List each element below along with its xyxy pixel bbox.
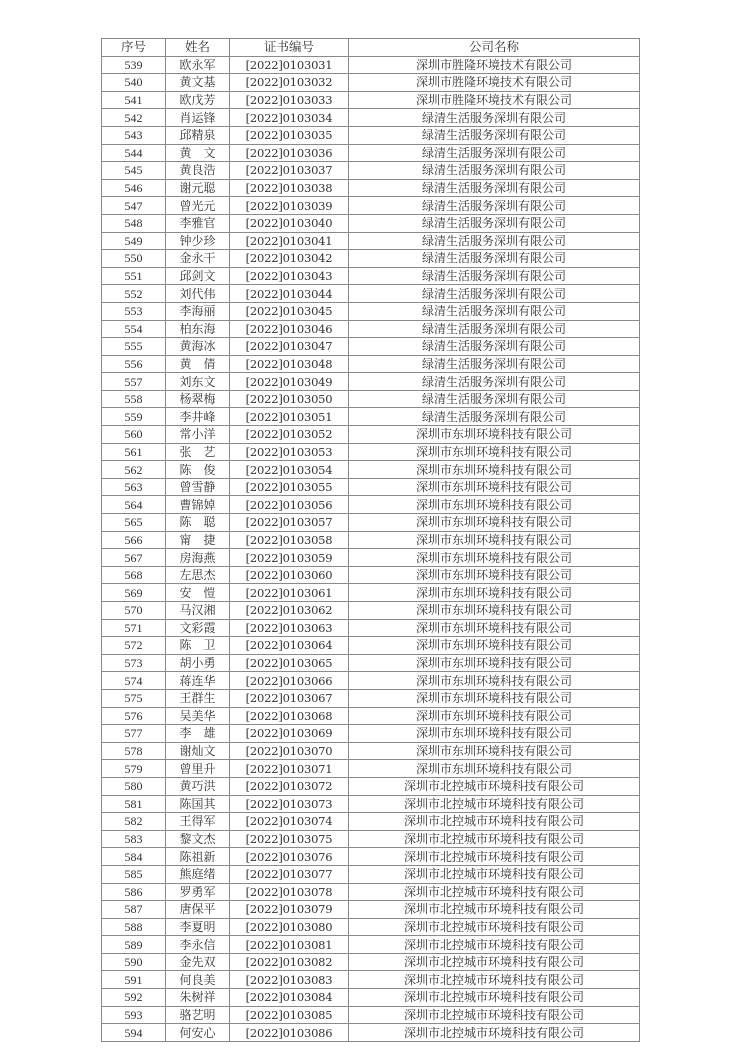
cell-certificate-number: [2022]0103050 [230,390,349,408]
cell-certificate-number: [2022]0103052 [230,426,349,444]
cell-serial-number: 542 [102,109,166,127]
cell-serial-number: 558 [102,390,166,408]
cell-serial-number: 570 [102,602,166,620]
cell-serial-number: 557 [102,373,166,391]
cell-name: 柏东海 [166,320,230,338]
cell-company-name: 绿清生活服务深圳有限公司 [349,162,640,180]
cell-name: 陈祖新 [166,848,230,866]
cell-certificate-number: [2022]0103039 [230,197,349,215]
cell-company-name: 绿清生活服务深圳有限公司 [349,232,640,250]
cell-company-name: 深圳市东圳环境科技有限公司 [349,654,640,672]
table-row [102,830,640,848]
cell-serial-number: 581 [102,795,166,813]
table-row [102,760,640,778]
cell-company-name: 深圳市东圳环境科技有限公司 [349,689,640,707]
cell-name: 熊庭绪 [166,865,230,883]
cell-certificate-number: [2022]0103075 [230,830,349,848]
cell-serial-number: 561 [102,443,166,461]
cell-name: 左思杰 [166,566,230,584]
cell-name: 吴美华 [166,707,230,725]
cell-certificate-number: [2022]0103048 [230,355,349,373]
cell-name: 文彩霞 [166,619,230,637]
cell-certificate-number: [2022]0103042 [230,250,349,268]
cell-serial-number: 545 [102,162,166,180]
table-row [102,901,640,919]
cell-certificate-number: [2022]0103051 [230,408,349,426]
cell-certificate-number: [2022]0103055 [230,478,349,496]
cell-name: 陈 聪 [166,514,230,532]
cell-serial-number: 571 [102,619,166,637]
cell-company-name: 绿清生活服务深圳有限公司 [349,355,640,373]
cell-company-name: 深圳市东圳环境科技有限公司 [349,426,640,444]
table-row [102,1024,640,1042]
cell-certificate-number: [2022]0103033 [230,91,349,109]
cell-company-name: 深圳市东圳环境科技有限公司 [349,584,640,602]
table-header-row [102,39,640,57]
cell-serial-number: 569 [102,584,166,602]
cell-certificate-number: [2022]0103082 [230,953,349,971]
cell-name: 金先双 [166,953,230,971]
cell-company-name: 深圳市东圳环境科技有限公司 [349,514,640,532]
cell-company-name: 深圳市北控城市环境科技有限公司 [349,883,640,901]
cell-company-name: 绿清生活服务深圳有限公司 [349,285,640,303]
cell-name: 黄文基 [166,74,230,92]
cell-serial-number: 572 [102,637,166,655]
cell-company-name: 深圳市北控城市环境科技有限公司 [349,777,640,795]
cell-serial-number: 541 [102,91,166,109]
cell-certificate-number: [2022]0103040 [230,214,349,232]
cell-certificate-number: [2022]0103037 [230,162,349,180]
cell-company-name: 深圳市北控城市环境科技有限公司 [349,918,640,936]
cell-name: 曾光元 [166,197,230,215]
cell-serial-number: 579 [102,760,166,778]
cell-company-name: 深圳市东圳环境科技有限公司 [349,760,640,778]
cell-company-name: 绿清生活服务深圳有限公司 [349,390,640,408]
cell-name: 马汉湘 [166,602,230,620]
cell-serial-number: 556 [102,355,166,373]
cell-serial-number: 546 [102,179,166,197]
cell-serial-number: 555 [102,338,166,356]
table-row [102,689,640,707]
cell-company-name: 深圳市北控城市环境科技有限公司 [349,1006,640,1024]
cell-name: 王群生 [166,689,230,707]
cell-certificate-number: [2022]0103032 [230,74,349,92]
cell-name: 黄巧洪 [166,777,230,795]
cell-company-name: 深圳市东圳环境科技有限公司 [349,531,640,549]
cell-name: 陈 俊 [166,461,230,479]
cell-serial-number: 573 [102,654,166,672]
cell-company-name: 深圳市北控城市环境科技有限公司 [349,848,640,866]
cell-certificate-number: [2022]0103077 [230,865,349,883]
cell-certificate-number: [2022]0103054 [230,461,349,479]
cell-name: 李海丽 [166,302,230,320]
cell-serial-number: 580 [102,777,166,795]
cell-certificate-number: [2022]0103065 [230,654,349,672]
cell-company-name: 绿清生活服务深圳有限公司 [349,144,640,162]
column-header-serial-number: 序号 [102,39,166,57]
cell-company-name: 深圳市东圳环境科技有限公司 [349,478,640,496]
table-row [102,162,640,180]
cell-company-name: 绿清生活服务深圳有限公司 [349,302,640,320]
cell-serial-number: 592 [102,989,166,1007]
table-row [102,637,640,655]
cell-serial-number: 550 [102,250,166,268]
cell-certificate-number: [2022]0103046 [230,320,349,338]
cell-serial-number: 591 [102,971,166,989]
cell-serial-number: 544 [102,144,166,162]
table-row [102,197,640,215]
cell-certificate-number: [2022]0103060 [230,566,349,584]
table-row [102,91,640,109]
cell-name: 刘东文 [166,373,230,391]
cell-name: 黄良浩 [166,162,230,180]
cell-company-name: 深圳市胜隆环境技术有限公司 [349,91,640,109]
cell-name: 朱树祥 [166,989,230,1007]
cell-name: 黄海冰 [166,338,230,356]
cell-name: 李永信 [166,936,230,954]
cell-serial-number: 565 [102,514,166,532]
table-row [102,602,640,620]
cell-certificate-number: [2022]0103036 [230,144,349,162]
table-row [102,936,640,954]
table-row [102,426,640,444]
table-row [102,126,640,144]
cell-company-name: 深圳市北控城市环境科技有限公司 [349,830,640,848]
cell-company-name: 绿清生活服务深圳有限公司 [349,179,640,197]
cell-serial-number: 589 [102,936,166,954]
table-row [102,267,640,285]
table-row [102,338,640,356]
cell-company-name: 绿清生活服务深圳有限公司 [349,197,640,215]
cell-name: 王得军 [166,813,230,831]
cell-name: 黎文杰 [166,830,230,848]
cell-name: 曾里升 [166,760,230,778]
certificate-roster-table [101,38,640,1042]
table-row [102,109,640,127]
table-row [102,619,640,637]
cell-certificate-number: [2022]0103069 [230,725,349,743]
table-row [102,144,640,162]
cell-certificate-number: [2022]0103071 [230,760,349,778]
cell-name: 曾雪静 [166,478,230,496]
table-row [102,214,640,232]
table-row [102,285,640,303]
table-row [102,848,640,866]
cell-certificate-number: [2022]0103045 [230,302,349,320]
cell-name: 肖运锋 [166,109,230,127]
cell-name: 李夏明 [166,918,230,936]
cell-company-name: 深圳市东圳环境科技有限公司 [349,637,640,655]
cell-certificate-number: [2022]0103081 [230,936,349,954]
cell-company-name: 深圳市东圳环境科技有限公司 [349,443,640,461]
cell-name: 陈 卫 [166,637,230,655]
cell-serial-number: 593 [102,1006,166,1024]
column-header-certificate-number: 证书编号 [230,39,349,57]
cell-certificate-number: [2022]0103067 [230,689,349,707]
column-header-name: 姓名 [166,39,230,57]
cell-serial-number: 563 [102,478,166,496]
cell-serial-number: 564 [102,496,166,514]
cell-name: 骆艺明 [166,1006,230,1024]
table-row [102,74,640,92]
cell-serial-number: 554 [102,320,166,338]
cell-serial-number: 594 [102,1024,166,1042]
cell-certificate-number: [2022]0103062 [230,602,349,620]
cell-company-name: 深圳市东圳环境科技有限公司 [349,549,640,567]
cell-name: 欧戊芳 [166,91,230,109]
cell-name: 黄 文 [166,144,230,162]
table-row [102,408,640,426]
cell-certificate-number: [2022]0103047 [230,338,349,356]
table-row [102,813,640,831]
cell-serial-number: 578 [102,742,166,760]
cell-certificate-number: [2022]0103080 [230,918,349,936]
cell-name: 邱精泉 [166,126,230,144]
cell-certificate-number: [2022]0103073 [230,795,349,813]
table-row [102,355,640,373]
cell-name: 房海燕 [166,549,230,567]
cell-serial-number: 539 [102,56,166,74]
cell-serial-number: 568 [102,566,166,584]
cell-company-name: 绿清生活服务深圳有限公司 [349,214,640,232]
cell-certificate-number: [2022]0103044 [230,285,349,303]
cell-certificate-number: [2022]0103049 [230,373,349,391]
cell-name: 杨翠梅 [166,390,230,408]
cell-name: 唐保平 [166,901,230,919]
cell-serial-number: 547 [102,197,166,215]
cell-company-name: 深圳市北控城市环境科技有限公司 [349,795,640,813]
cell-company-name: 深圳市东圳环境科技有限公司 [349,707,640,725]
cell-certificate-number: [2022]0103074 [230,813,349,831]
table-row [102,777,640,795]
cell-name: 何良美 [166,971,230,989]
cell-name: 李井峰 [166,408,230,426]
table-row [102,390,640,408]
cell-certificate-number: [2022]0103053 [230,443,349,461]
cell-company-name: 深圳市东圳环境科技有限公司 [349,461,640,479]
cell-company-name: 深圳市东圳环境科技有限公司 [349,725,640,743]
column-header-company-name: 公司名称 [349,39,640,57]
table-row [102,707,640,725]
table-row [102,461,640,479]
cell-name: 刘代伟 [166,285,230,303]
cell-name: 何安心 [166,1024,230,1042]
cell-company-name: 深圳市北控城市环境科技有限公司 [349,865,640,883]
table-row [102,496,640,514]
cell-certificate-number: [2022]0103079 [230,901,349,919]
cell-name: 甯 捷 [166,531,230,549]
cell-serial-number: 560 [102,426,166,444]
table-row [102,373,640,391]
cell-company-name: 深圳市北控城市环境科技有限公司 [349,901,640,919]
cell-certificate-number: [2022]0103058 [230,531,349,549]
cell-company-name: 深圳市东圳环境科技有限公司 [349,566,640,584]
cell-serial-number: 543 [102,126,166,144]
table-row [102,953,640,971]
cell-name: 常小洋 [166,426,230,444]
cell-name: 谢元聪 [166,179,230,197]
cell-serial-number: 548 [102,214,166,232]
cell-serial-number: 552 [102,285,166,303]
cell-company-name: 绿清生活服务深圳有限公司 [349,267,640,285]
table-row [102,725,640,743]
cell-name: 蒋连华 [166,672,230,690]
cell-name: 曹锦婥 [166,496,230,514]
cell-serial-number: 586 [102,883,166,901]
table-row [102,250,640,268]
cell-company-name: 绿清生活服务深圳有限公司 [349,373,640,391]
table-row [102,1006,640,1024]
cell-company-name: 深圳市北控城市环境科技有限公司 [349,1024,640,1042]
cell-serial-number: 577 [102,725,166,743]
table-row [102,320,640,338]
cell-serial-number: 559 [102,408,166,426]
cell-serial-number: 553 [102,302,166,320]
cell-certificate-number: [2022]0103056 [230,496,349,514]
cell-serial-number: 588 [102,918,166,936]
cell-name: 罗勇军 [166,883,230,901]
cell-name: 安 愷 [166,584,230,602]
table-row [102,742,640,760]
cell-serial-number: 575 [102,689,166,707]
cell-serial-number: 562 [102,461,166,479]
cell-certificate-number: [2022]0103072 [230,777,349,795]
table-row [102,865,640,883]
cell-serial-number: 587 [102,901,166,919]
cell-company-name: 深圳市北控城市环境科技有限公司 [349,813,640,831]
table-row [102,795,640,813]
cell-certificate-number: [2022]0103041 [230,232,349,250]
table-row [102,549,640,567]
table-row [102,584,640,602]
cell-name: 胡小勇 [166,654,230,672]
cell-serial-number: 551 [102,267,166,285]
certificate-roster-sheet [101,38,639,1042]
cell-name: 钟少珍 [166,232,230,250]
cell-company-name: 绿清生活服务深圳有限公司 [349,408,640,426]
cell-company-name: 深圳市东圳环境科技有限公司 [349,619,640,637]
cell-name: 金永干 [166,250,230,268]
cell-company-name: 绿清生活服务深圳有限公司 [349,320,640,338]
table-row [102,672,640,690]
table-row [102,443,640,461]
table-row [102,56,640,74]
cell-certificate-number: [2022]0103070 [230,742,349,760]
table-row [102,232,640,250]
cell-serial-number: 566 [102,531,166,549]
cell-certificate-number: [2022]0103061 [230,584,349,602]
cell-certificate-number: [2022]0103064 [230,637,349,655]
cell-name: 李 雄 [166,725,230,743]
cell-company-name: 深圳市北控城市环境科技有限公司 [349,936,640,954]
cell-serial-number: 567 [102,549,166,567]
cell-certificate-number: [2022]0103059 [230,549,349,567]
cell-name: 黄 倩 [166,355,230,373]
table-row [102,531,640,549]
cell-certificate-number: [2022]0103063 [230,619,349,637]
table-row [102,918,640,936]
cell-serial-number: 590 [102,953,166,971]
cell-company-name: 绿清生活服务深圳有限公司 [349,338,640,356]
cell-certificate-number: [2022]0103083 [230,971,349,989]
table-row [102,514,640,532]
cell-serial-number: 584 [102,848,166,866]
cell-name: 陈国其 [166,795,230,813]
table-row [102,883,640,901]
cell-certificate-number: [2022]0103086 [230,1024,349,1042]
cell-certificate-number: [2022]0103038 [230,179,349,197]
cell-certificate-number: [2022]0103076 [230,848,349,866]
cell-name: 李雅官 [166,214,230,232]
cell-company-name: 绿清生活服务深圳有限公司 [349,126,640,144]
cell-certificate-number: [2022]0103031 [230,56,349,74]
cell-certificate-number: [2022]0103085 [230,1006,349,1024]
cell-company-name: 深圳市东圳环境科技有限公司 [349,672,640,690]
cell-serial-number: 583 [102,830,166,848]
cell-company-name: 深圳市东圳环境科技有限公司 [349,602,640,620]
cell-name: 张 艺 [166,443,230,461]
cell-serial-number: 585 [102,865,166,883]
cell-certificate-number: [2022]0103078 [230,883,349,901]
cell-name: 邱剑文 [166,267,230,285]
cell-serial-number: 540 [102,74,166,92]
table-body [102,56,640,1041]
table-row [102,478,640,496]
cell-certificate-number: [2022]0103057 [230,514,349,532]
cell-certificate-number: [2022]0103035 [230,126,349,144]
cell-certificate-number: [2022]0103068 [230,707,349,725]
cell-company-name: 绿清生活服务深圳有限公司 [349,109,640,127]
cell-certificate-number: [2022]0103034 [230,109,349,127]
cell-company-name: 深圳市北控城市环境科技有限公司 [349,989,640,1007]
cell-certificate-number: [2022]0103066 [230,672,349,690]
cell-name: 欧永军 [166,56,230,74]
cell-serial-number: 549 [102,232,166,250]
cell-certificate-number: [2022]0103043 [230,267,349,285]
cell-name: 谢灿文 [166,742,230,760]
table-row [102,566,640,584]
cell-company-name: 深圳市东圳环境科技有限公司 [349,742,640,760]
table-row [102,971,640,989]
cell-serial-number: 574 [102,672,166,690]
table-row [102,654,640,672]
table-row [102,179,640,197]
cell-certificate-number: [2022]0103084 [230,989,349,1007]
cell-company-name: 深圳市东圳环境科技有限公司 [349,496,640,514]
table-row [102,989,640,1007]
table-row [102,302,640,320]
cell-company-name: 深圳市北控城市环境科技有限公司 [349,971,640,989]
cell-serial-number: 582 [102,813,166,831]
cell-company-name: 深圳市胜隆环境技术有限公司 [349,74,640,92]
cell-serial-number: 576 [102,707,166,725]
cell-company-name: 深圳市北控城市环境科技有限公司 [349,953,640,971]
cell-company-name: 深圳市胜隆环境技术有限公司 [349,56,640,74]
cell-company-name: 绿清生活服务深圳有限公司 [349,250,640,268]
